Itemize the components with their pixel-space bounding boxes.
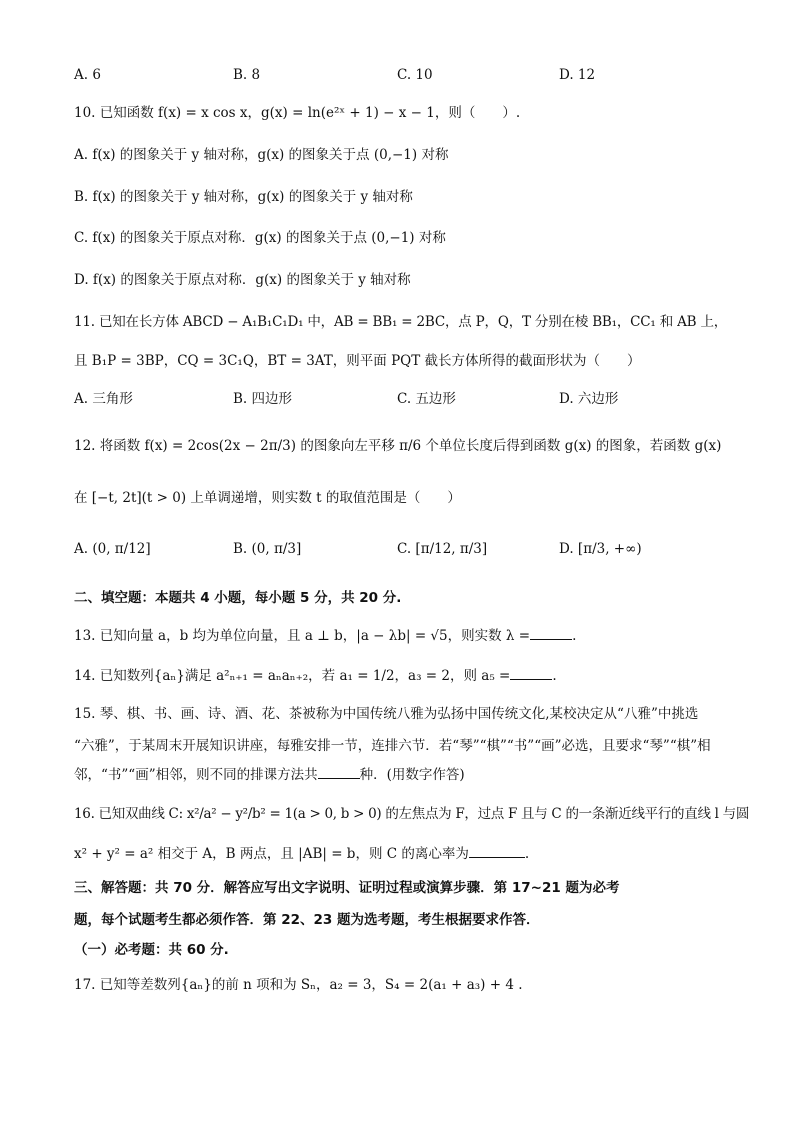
q17-stem: 17. 已知等差数列{aₙ}的前 n 项和为 Sₙ，a₂ = 3，S₄ = 2(a₁ + a₃) + 4 .: [74, 977, 523, 993]
q12-option-b: B. (0, π/3]: [233, 541, 302, 557]
q10-option-d: D. f(x) 的图象关于原点对称．g(x) 的图象关于 y 轴对称: [74, 272, 411, 288]
q14-end: .: [552, 668, 557, 684]
q11-line-1: 11. 已知在长方体 ABCD − A₁B₁C₁D₁ 中，AB = BB₁ = 2BC，点 P，Q，T 分别在棱 BB₁，CC₁ 和 AB 上，: [74, 314, 728, 330]
q9-option-a: A. 6: [74, 67, 101, 83]
q15-line-2: “六雅”，于某周末开展知识讲座，每雅安排一节，连排六节．若“琴”“棋”“书”“画”必选，且要求“琴”“棋”相: [74, 738, 711, 754]
q11-option-a: A. 三角形: [74, 391, 133, 407]
section-3-title-line-1: 三、解答题：共 70 分．解答应写出文字说明、证明过程或演算步骤．第 17~21 题为必考: [74, 880, 620, 896]
q16-line-2: [74, 843, 529, 863]
q10-option-b: B. f(x) 的图象关于 y 轴对称，g(x) 的图象关于 y 轴对称: [74, 189, 413, 205]
q14: [74, 665, 557, 685]
q12-line-2: 在 [−t, 2t](t > 0) 上单调递增，则实数 t 的取值范围是（ ）: [74, 490, 461, 506]
q16-line-1: 16. 已知双曲线 C: x²/a² − y²/b² = 1(a > 0, b > 0) 的左焦点为 F，过点 F 且与 C 的一条渐近线平行的直线 l 与圆: [74, 806, 750, 822]
q15-line-1: 15. 琴、棋、书、画、诗、酒、花、茶被称为中国传统八雅为弘扬中国传统文化,某校决定从“八雅”中挑选: [74, 706, 699, 722]
q10-option-c: C. f(x) 的图象关于原点对称．g(x) 的图象关于点 (0,−1) 对称: [74, 230, 446, 246]
q16-end: .: [524, 846, 530, 862]
q12-option-d: D. [π/3, +∞): [559, 541, 642, 557]
q14-answer-blank: [510, 665, 552, 680]
q12-line-1: 12. 将函数 f(x) = 2cos(2x − 2π/3) 的图象向左平移 π/6 个单位长度后得到函数 g(x) 的图象，若函数 g(x): [74, 438, 722, 454]
subsection-required: （一）必考题：共 60 分.: [74, 942, 229, 958]
q11-option-b: B. 四边形: [233, 391, 293, 407]
q16-answer-blank: [469, 843, 525, 858]
q12-option-c: C. [π/12, π/3]: [397, 541, 488, 557]
q12-option-a: A. (0, π/12]: [74, 541, 151, 557]
q10-option-a: A. f(x) 的图象关于 y 轴对称，g(x) 的图象关于点 (0,−1) 对称: [74, 147, 449, 163]
q11-line-2: 且 B₁P = 3BP，CQ = 3C₁Q，BT = 3AT，则平面 PQT 截长方体所得的截面形状为（ ）: [74, 353, 641, 369]
section-2-title: 二、填空题：本题共 4 小题，每小题 5 分，共 20 分.: [74, 590, 402, 606]
q13-answer-blank: [530, 625, 572, 640]
q9-option-c: C. 10: [397, 67, 433, 83]
q13-text: 13. 已知向量 a，b 均为单位向量，且 a ⊥ b，|a − λb| = √5，则实数 λ =: [74, 628, 531, 644]
section-3-title-line-2: 题，每个试题考生都必须作答．第 22、23 题为选考题，考生根据要求作答．: [74, 912, 540, 928]
q15-line-3-end: 种．(用数字作答): [359, 767, 465, 783]
q11-option-c: C. 五边形: [397, 391, 456, 407]
q14-text: 14. 已知数列{aₙ}满足 a²ₙ₊₁ = aₙaₙ₊₂，若 a₁ = 1/2，a₃ = 2，则 a₅ =: [74, 668, 511, 684]
q11-option-d: D. 六边形: [559, 391, 619, 407]
q9-option-b: B. 8: [233, 67, 261, 83]
q10-stem: 10. 已知函数 f(x) = x cos x，g(x) = ln(e²ˣ + 1) − x − 1，则（ ）.: [74, 105, 521, 121]
q16-line-2-text: x² + y² = a² 相交于 A，B 两点，且 |AB| = b，则 C 的离心率为: [74, 846, 469, 862]
q13: [74, 625, 576, 645]
q9-option-d: D. 12: [559, 67, 596, 83]
q15-answer-blank: [318, 764, 360, 779]
q15-line-3-start: 邻，“书”“画”相邻，则不同的排课方法共: [74, 767, 318, 783]
q13-end: .: [572, 628, 577, 644]
q15-line-3: [74, 764, 465, 784]
